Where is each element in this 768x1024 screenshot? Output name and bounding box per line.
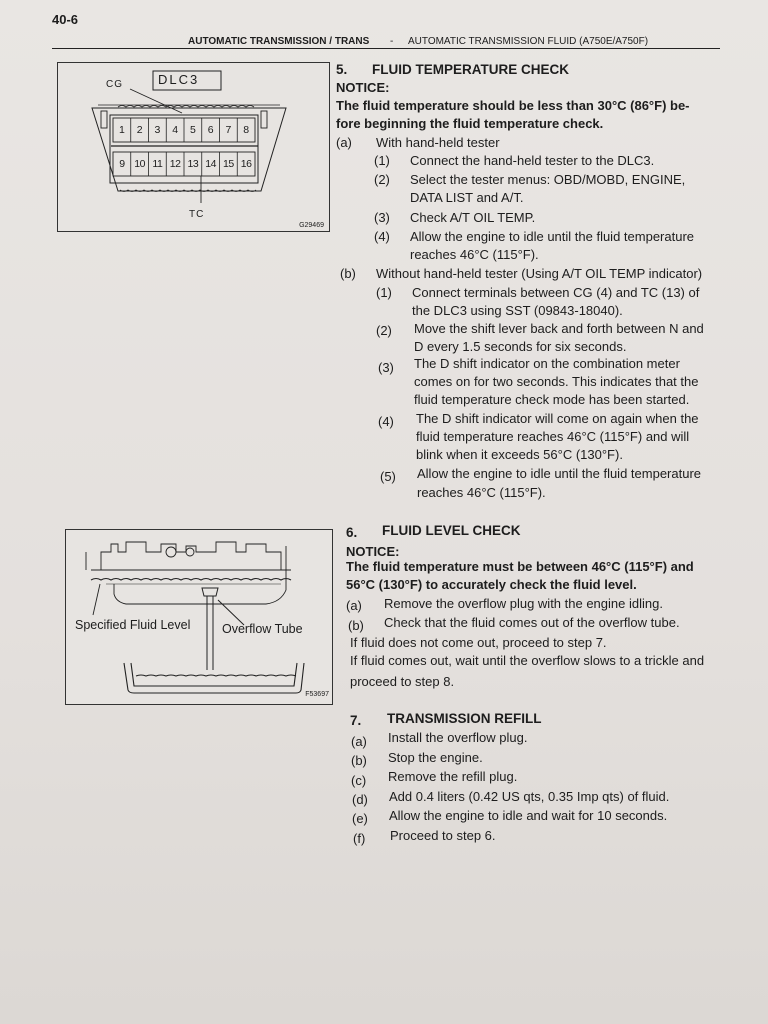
s5-b3-mark: (3) (378, 360, 394, 375)
section-6-notice-line2: 56°C (130°F) to accurately check the fluid level. (346, 577, 637, 592)
s5-a2-line1: Select the tester menus: OBD/MOBD, ENGINE, (410, 172, 686, 187)
s6-paragraph-1: If fluid does not come out, proceed to step 7. (350, 635, 607, 650)
overflow-tube-label: Overflow Tube (222, 622, 303, 636)
s7-item-text: Allow the engine to idle and wait for 10 seconds. (389, 808, 668, 823)
pin-label: 3 (154, 124, 161, 136)
s7-item-mark: (d) (352, 792, 368, 807)
s5-b4-mark: (4) (378, 414, 394, 429)
s7-item-mark: (f) (353, 831, 366, 846)
pin-label: 9 (119, 158, 125, 170)
s5-b2-line1: Move the shift lever back and forth between N and (414, 321, 704, 336)
section-5-number: 5. (336, 62, 348, 77)
pin-label: 14 (205, 158, 216, 170)
section-7-title: TRANSMISSION REFILL (387, 711, 542, 726)
pin-label: 7 (225, 124, 232, 136)
pin-label: 8 (243, 124, 250, 136)
s5-a4-mark: (4) (374, 229, 390, 244)
s7-item-text: Stop the engine. (388, 750, 483, 765)
s7-item-text: Proceed to step 6. (390, 828, 496, 843)
s7-item-text: Add 0.4 liters (0.42 US qts, 0.35 Imp qts) of fluid. (389, 789, 670, 804)
s7-item-mark: (e) (352, 811, 368, 826)
dlc3-connector-drawing (58, 63, 329, 231)
s7-item-mark: (c) (351, 773, 367, 788)
s5-b3-line2: comes on for two seconds. This indicates that the (414, 374, 699, 389)
cg-label: CG (106, 79, 123, 90)
s6-b-mark: (b) (348, 618, 364, 633)
s5-b-text: Without hand-held tester (Using A/T OIL TEMP indicator) (376, 266, 703, 281)
s5-a2-mark: (2) (374, 172, 390, 187)
s5-b4-line1: The D shift indicator will come on again when the (416, 411, 699, 426)
s5-a2-line2: DATA LIST and A/T. (410, 190, 524, 205)
s5-b2-line2: D every 1.5 seconds for six seconds. (414, 339, 627, 354)
pin-label: 13 (187, 158, 199, 170)
s5-b4-line2: fluid temperature reaches 46°C (115°F) and will (416, 429, 690, 444)
pin-label: 10 (134, 158, 145, 170)
section-7-number: 7. (350, 713, 362, 728)
pin-label: 1 (118, 124, 125, 136)
s6-paragraph-2-line1: If fluid comes out, wait until the overflow slows to a trickle and (350, 653, 705, 668)
s5-b5-line1: Allow the engine to idle until the fluid temperature (417, 466, 702, 481)
text-column (336, 0, 734, 1024)
section-6-notice-label: NOTICE: (346, 544, 400, 559)
pin-labels-bottom (113, 152, 255, 176)
s5-b3-line3: fluid temperature check mode has been started. (414, 392, 690, 407)
header-separator: - (390, 36, 394, 47)
s5-b5-line2: reaches 46°C (115°F). (417, 485, 546, 500)
s5-a3-mark: (3) (374, 210, 390, 225)
transmission-pan-drawing (66, 530, 332, 704)
s7-item-mark: (a) (351, 734, 367, 749)
pin-label: 6 (207, 124, 214, 136)
section-6-notice-line1: The fluid temperature must be between 46°C (115°F) and (346, 559, 694, 574)
s5-b1-line1: Connect terminals between CG (4) and TC (13) of (412, 285, 700, 300)
s5-a1-mark: (1) (374, 153, 390, 168)
pin-label: 16 (240, 158, 252, 170)
s5-a1-text: Connect the hand-held tester to the DLC3. (410, 153, 655, 168)
s6-paragraph-2-line2: proceed to step 8. (350, 674, 455, 689)
s5-a4-line2: reaches 46°C (115°F). (410, 247, 539, 262)
specified-fluid-level-label: Specified Fluid Level (75, 618, 191, 632)
figure2-id: F53697 (305, 691, 329, 698)
fluid-level-figure (65, 529, 333, 705)
s5-b1-line2: the DLC3 using SST (09843-18040). (412, 303, 623, 318)
section-5-title: FLUID TEMPERATURE CHECK (372, 62, 569, 77)
section-5-notice-line1: The fluid temperature should be less than 30°C (86°F) be- (336, 98, 690, 113)
section-5-notice-label: NOTICE: (336, 80, 390, 95)
s6-b-text: Check that the fluid comes out of the overflow tube. (384, 615, 680, 630)
figure1-id: G29469 (299, 222, 324, 229)
tc-label: TC (189, 209, 205, 220)
s7-item-text: Install the overflow plug. (388, 730, 528, 745)
s5-b-mark: (b) (340, 266, 356, 281)
s5-b1-mark: (1) (376, 285, 392, 300)
section-6-title: FLUID LEVEL CHECK (382, 523, 521, 538)
header-left: AUTOMATIC TRANSMISSION / TRANS (188, 36, 370, 47)
s5-b2-mark: (2) (376, 323, 392, 338)
s6-a-text: Remove the overflow plug with the engine idling. (384, 596, 663, 611)
s7-item-mark: (b) (351, 753, 367, 768)
s7-item-text: Remove the refill plug. (388, 769, 518, 784)
s5-a4-line1: Allow the engine to idle until the fluid temperature (410, 229, 695, 244)
page-number: 40-6 (52, 12, 79, 27)
pin-label: 4 (172, 124, 179, 136)
header-right: AUTOMATIC TRANSMISSION FLUID (A750E/A750F) (408, 36, 649, 47)
dlc3-figure (57, 62, 330, 232)
s5-b4-line3: blink when it exceeds 56°C (130°F). (416, 447, 623, 462)
pin-label: 2 (136, 124, 143, 136)
pin-label: 12 (169, 158, 181, 170)
s5-b5-mark: (5) (380, 469, 396, 484)
pin-label: 11 (152, 158, 163, 170)
pin-labels-top (113, 118, 255, 142)
dlc3-title: DLC3 (158, 72, 200, 87)
pin-label: 15 (223, 158, 234, 170)
s6-a-mark: (a) (346, 598, 362, 613)
s5-a-mark: (a) (336, 135, 352, 150)
pin-label: 5 (189, 124, 196, 136)
s5-a3-text: Check A/T OIL TEMP. (410, 210, 536, 225)
section-5-notice-line2: fore beginning the fluid temperature check. (336, 116, 604, 131)
s5-b3-line1: The D shift indicator on the combination meter (414, 356, 680, 371)
s5-a-text: With hand-held tester (376, 135, 500, 150)
section-6-number: 6. (346, 525, 358, 540)
